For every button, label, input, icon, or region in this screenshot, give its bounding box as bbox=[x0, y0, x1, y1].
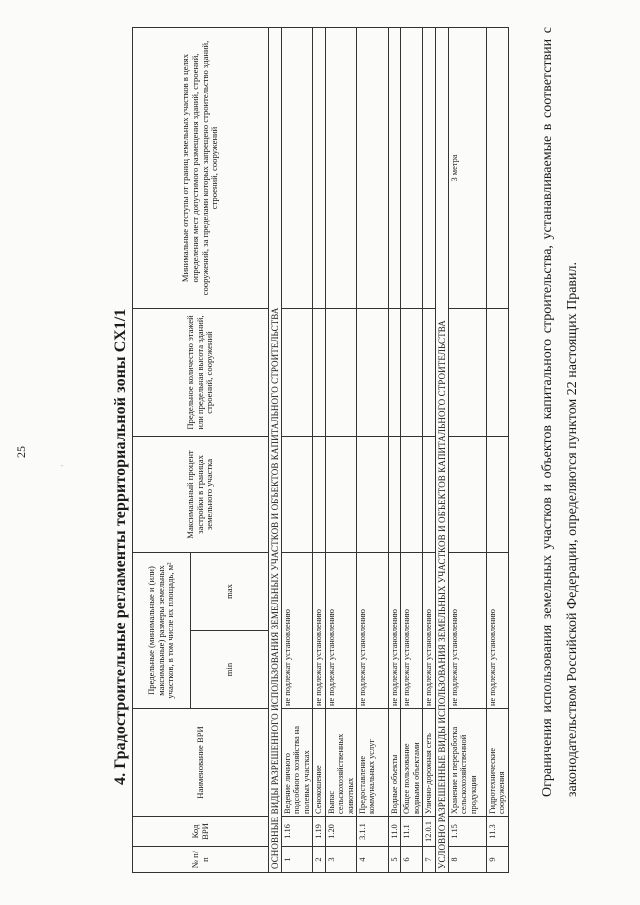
row-num: 8 bbox=[448, 847, 486, 873]
table-row bbox=[313, 28, 325, 873]
header-percent: Максимальный процент застройки в границах земельного участка bbox=[133, 437, 269, 553]
row-percent bbox=[401, 437, 423, 553]
header-size: Предельные (минимальные и (или) максимальные) размеры земельных участков, в том числе их площадь, м² bbox=[133, 553, 191, 709]
table-row bbox=[282, 28, 313, 873]
section-heading-main: ОСНОВНЫЕ ВИДЫ РАЗРЕШЕННОГО ИСПОЛЬЗОВАНИЯ ЗЕМЕЛЬНЫХ УЧАСТКОВ И ОБЪЕКТОВ КАПИТАЛЬНОГО СТРОИТЕЛЬСТВА bbox=[269, 28, 282, 873]
row-percent bbox=[325, 437, 356, 553]
row-code: 1.20 bbox=[325, 817, 356, 847]
row-floors bbox=[325, 309, 356, 437]
row-name: Водные объекты bbox=[388, 709, 400, 817]
section-heading-conditional: УСЛОВНО РАЗРЕШЕННЫЕ ВИДЫ ИСПОЛЬЗОВАНИЯ ЗЕМЕЛЬНЫХ УЧАСТКОВ И ОБЪЕКТОВ КАПИТАЛЬНОГО СТРОИТЕЛЬСТВА bbox=[435, 28, 448, 873]
header-min: min bbox=[191, 631, 269, 709]
header-floors: Предельное количество этажей или предельная высота зданий, строений, сооружений bbox=[133, 309, 269, 437]
row-floors bbox=[313, 309, 325, 437]
row-percent bbox=[448, 437, 486, 553]
row-name: Выпас сельскохозяйственных животных bbox=[325, 709, 356, 817]
table-row bbox=[401, 28, 423, 873]
table-row bbox=[486, 28, 508, 873]
row-size: не подлежат установлению bbox=[282, 553, 313, 709]
row-name: Предоставление коммунальных услуг bbox=[356, 709, 388, 817]
row-num: 6 bbox=[401, 847, 423, 873]
header-num: № п/п bbox=[133, 847, 269, 873]
row-size: не подлежат установлению bbox=[448, 553, 486, 709]
row-setback bbox=[356, 28, 388, 309]
row-size: не подлежат установлению bbox=[356, 553, 388, 709]
regulations-table bbox=[132, 27, 509, 873]
row-floors bbox=[448, 309, 486, 437]
row-percent bbox=[486, 437, 508, 553]
header-name: Наименование ВРИ bbox=[133, 709, 269, 817]
row-num: 3 bbox=[325, 847, 356, 873]
table-row bbox=[388, 28, 400, 873]
row-setback bbox=[401, 28, 423, 309]
row-size: не подлежат установлению bbox=[486, 553, 508, 709]
row-setback: 3 метра bbox=[448, 28, 486, 309]
row-num: 7 bbox=[423, 847, 435, 873]
row-size: не подлежат установлению bbox=[423, 553, 435, 709]
row-floors bbox=[388, 309, 400, 437]
row-code: 3.1.1 bbox=[356, 817, 388, 847]
table-row bbox=[448, 28, 486, 873]
row-setback bbox=[388, 28, 400, 309]
row-size: не подлежат установлению bbox=[325, 553, 356, 709]
row-setback bbox=[423, 28, 435, 309]
row-code: 11.3 bbox=[486, 817, 508, 847]
row-percent bbox=[356, 437, 388, 553]
row-percent bbox=[282, 437, 313, 553]
scan-dot: · bbox=[58, 464, 67, 467]
header-max: max bbox=[191, 553, 269, 631]
row-floors bbox=[356, 309, 388, 437]
table-row bbox=[356, 28, 388, 873]
table-row bbox=[423, 28, 435, 873]
row-code: 11.1 bbox=[401, 817, 423, 847]
row-percent bbox=[313, 437, 325, 553]
header-setback: Минимальные отступы от границ земельных участков в целях определения мест допустимого размещения зданий, строений, сооружений, за пределами которых запрещено строительство зданий, строений, сооружений bbox=[133, 28, 269, 309]
table-row bbox=[325, 28, 356, 873]
row-setback bbox=[313, 28, 325, 309]
row-percent bbox=[388, 437, 400, 553]
row-floors bbox=[486, 309, 508, 437]
row-size: не подлежат установлению bbox=[313, 553, 325, 709]
row-num: 5 bbox=[388, 847, 400, 873]
row-code: 1.16 bbox=[282, 817, 313, 847]
row-num: 4 bbox=[356, 847, 388, 873]
row-code: 11.0 bbox=[388, 817, 400, 847]
row-setback bbox=[282, 28, 313, 309]
row-floors bbox=[282, 309, 313, 437]
row-code: 1.15 bbox=[448, 817, 486, 847]
row-floors bbox=[423, 309, 435, 437]
row-name: Гидротехнические сооружения bbox=[486, 709, 508, 817]
row-setback bbox=[486, 28, 508, 309]
row-size: не подлежат установлению bbox=[388, 553, 400, 709]
page-number: 25 bbox=[14, 446, 28, 458]
row-code: 1.19 bbox=[313, 817, 325, 847]
row-setback bbox=[325, 28, 356, 309]
row-num: 9 bbox=[486, 847, 508, 873]
header-code: Код ВРИ bbox=[133, 817, 269, 847]
row-floors bbox=[401, 309, 423, 437]
row-num: 1 bbox=[282, 847, 313, 873]
row-size: не подлежат установлению bbox=[401, 553, 423, 709]
row-name: Сенокошение bbox=[313, 709, 325, 817]
restrictions-paragraph: Ограничения использования земельных участков и объектов капитального строительства, устанавливаемые в соответствии с законодательством Российской Федерации, определяются пунктом 22 настоящих Правил. bbox=[540, 27, 580, 797]
row-name: Улично-дорожная сеть bbox=[423, 709, 435, 817]
section-title: 4. Градостроительные регламенты территориальной зоны СХ1/1 bbox=[112, 308, 129, 785]
row-name: Общее пользование водными объектами bbox=[401, 709, 423, 817]
row-name: Хранение и переработка сельскохозяйственной продукции bbox=[448, 709, 486, 817]
row-code: 12.0.1 bbox=[423, 817, 435, 847]
row-name: Ведение личного подсобного хозяйства на полевых участках bbox=[282, 709, 313, 817]
row-num: 2 bbox=[313, 847, 325, 873]
row-percent bbox=[423, 437, 435, 553]
